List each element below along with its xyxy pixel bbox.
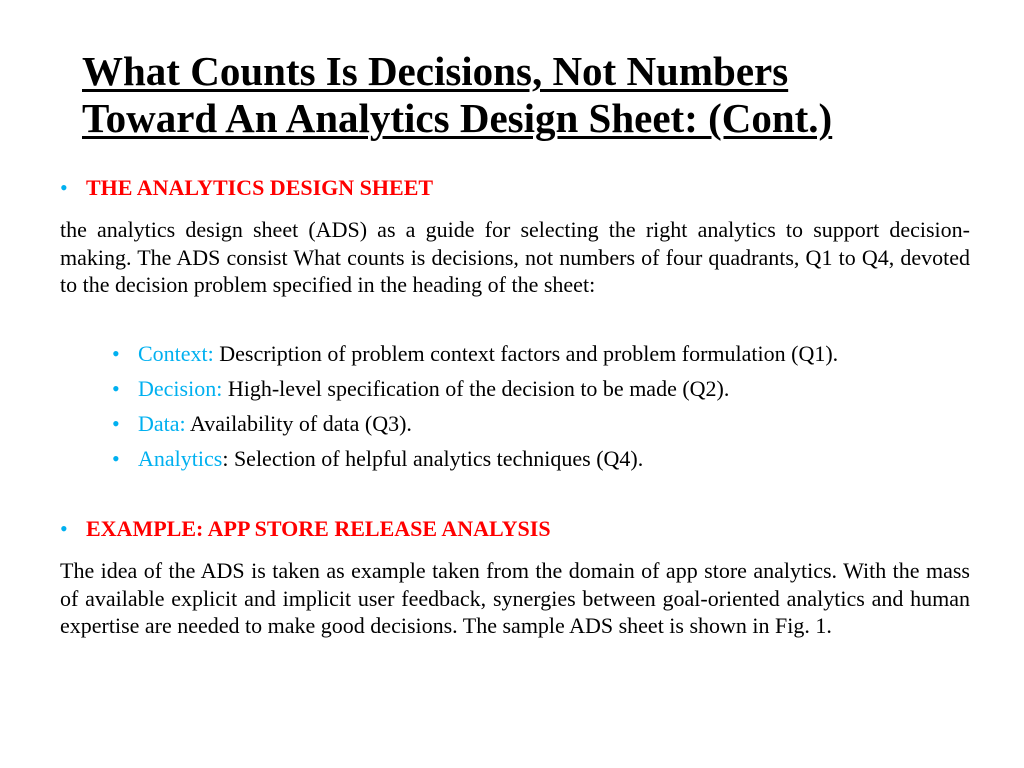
ads-quadrant-list — [112, 336, 838, 476]
quadrant-term: Context: — [138, 341, 214, 366]
quadrant-term: Analytics — [138, 446, 223, 471]
section-heading-example-label: EXAMPLE: APP STORE RELEASE ANALYSIS — [86, 516, 551, 541]
slide-title-line-2: Toward An Analytics Design Sheet: (Cont.) — [82, 95, 833, 141]
quadrant-description: High-level specification of the decision to be made (Q2). — [222, 376, 730, 401]
bullet-icon: • — [112, 376, 120, 401]
list-item — [112, 336, 838, 371]
slide-title-line-1: What Counts Is Decisions, Not Numbers — [82, 48, 789, 94]
list-item — [112, 441, 838, 476]
quadrant-term: Decision: — [138, 376, 223, 401]
section-heading-ads-label: THE ANALYTICS DESIGN SHEET — [86, 175, 434, 200]
bullet-icon: • — [60, 516, 68, 541]
bullet-icon: • — [60, 175, 68, 200]
bullet-icon: • — [112, 411, 120, 436]
quadrant-description: Description of problem context factors and problem formulation (Q1). — [213, 341, 839, 366]
ads-description-paragraph: the analytics design sheet (ADS) as a guide for selecting the right analytics to support decision-making. The ADS consist What counts is decisions, not numbers of four quadrants, Q1 to Q4, devoted to the decision problem specified in the heading of the sheet: — [60, 217, 970, 297]
bullet-icon: • — [112, 341, 120, 366]
quadrant-description: Availability of data (Q3). — [185, 411, 412, 436]
list-item — [112, 406, 838, 441]
quadrant-term: Data: — [138, 411, 186, 436]
slide-title — [82, 48, 832, 142]
section-heading-ads — [60, 175, 433, 201]
bullet-icon: • — [112, 446, 120, 471]
quadrant-description: : Selection of helpful analytics techniques (Q4). — [222, 446, 644, 471]
section-heading-example — [60, 516, 551, 542]
list-item — [112, 371, 838, 406]
example-paragraph: The idea of the ADS is taken as example taken from the domain of app store analytics. With the mass of available explicit and implicit user feedback, synergies between goal-oriented analytics and human expertise are needed to make good decisions. The sample ADS sheet is shown in Fig. 1. — [60, 558, 970, 638]
